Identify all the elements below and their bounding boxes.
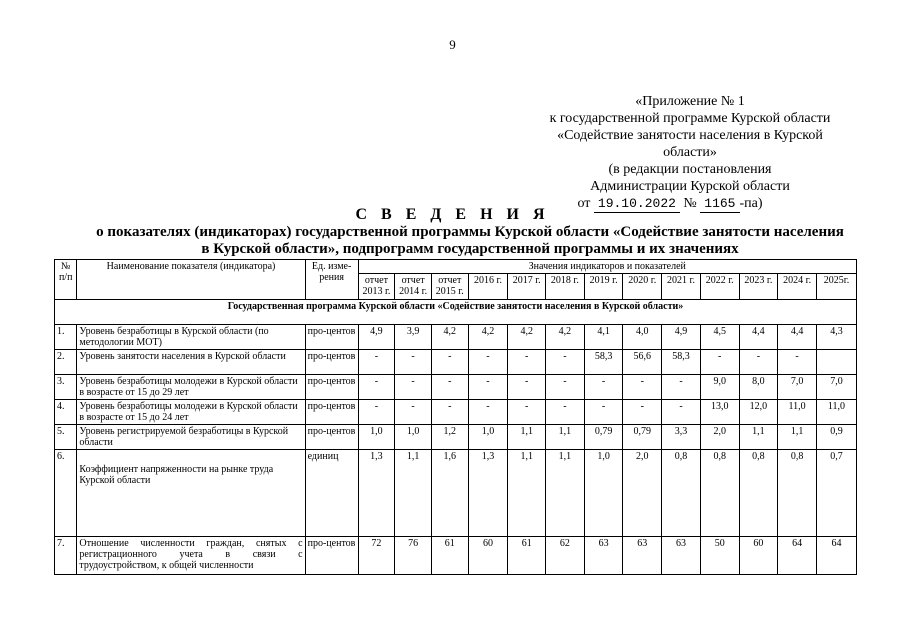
appendix-line: Администрации Курской области (590, 179, 790, 194)
row-value: 0,9 (816, 425, 856, 450)
subtitle-line: о показателях (индикаторах) государственной программы Курской области «Содействие занятости населения (96, 224, 844, 240)
row-value: 1,2 (431, 425, 468, 450)
row-name: Уровень регистрируемой безработицы в Курской области (77, 425, 305, 450)
row-value: 4,2 (508, 325, 546, 350)
row-value: 4,9 (358, 325, 395, 350)
row-value: - (468, 350, 508, 375)
row-value: 1,1 (508, 425, 546, 450)
row-name: Уровень безработицы молодежи в Курской области в возрасте от 15 до 29 лет (77, 375, 305, 400)
appendix-line: «Содействие занятости населения в Курской (557, 128, 823, 143)
header-year: 2025г. (816, 274, 856, 300)
row-value: 7,0 (778, 375, 817, 400)
row-value: - (358, 400, 395, 425)
row-value: 0,8 (662, 450, 701, 537)
row-unit: про-центов (305, 537, 358, 575)
decree-number: 1165 (700, 195, 739, 213)
row-value: - (662, 375, 701, 400)
header-unit: Ед. изме-рения (305, 260, 358, 300)
row-value: 0,79 (623, 425, 662, 450)
decree-suffix: -па) (739, 196, 763, 211)
decree-date: 19.10.2022 (594, 195, 680, 213)
row-name: Уровень занятости населения в Курской области (77, 350, 305, 375)
row-value: - (431, 375, 468, 400)
table-row (55, 400, 857, 425)
number-sign: № (683, 196, 697, 211)
date-prefix: от (577, 196, 591, 211)
row-value: 4,0 (623, 325, 662, 350)
row-unit: про-центов (305, 425, 358, 450)
row-value: 7,0 (816, 375, 856, 400)
row-value: 9,0 (700, 375, 739, 400)
row-value: 1,3 (468, 450, 508, 537)
header-year: 2022 г. (700, 274, 739, 300)
row-num: 1. (55, 325, 77, 350)
row-value: - (778, 350, 817, 375)
header-name: Наименование показателя (индикатора) (77, 260, 305, 300)
row-value: 63 (584, 537, 623, 575)
row-num: 4. (55, 400, 77, 425)
row-value: - (546, 375, 585, 400)
row-value: - (546, 350, 585, 375)
row-value: 4,2 (546, 325, 585, 350)
row-value: - (584, 375, 623, 400)
appendix-line: (в редакции постановления (608, 162, 772, 177)
row-value: 63 (662, 537, 701, 575)
row-value: 72 (358, 537, 395, 575)
section-row (55, 300, 857, 325)
row-unit: единиц (305, 450, 358, 537)
section-title: Государственная программа Курской области «Содействие занятости населения в Курской области» (55, 300, 857, 325)
row-value: - (358, 375, 395, 400)
row-value: 50 (700, 537, 739, 575)
row-value: 64 (778, 537, 817, 575)
row-value: 4,2 (431, 325, 468, 350)
row-value: - (546, 400, 585, 425)
header-values-title: Значения индикаторов и показателей (358, 260, 856, 274)
row-value: - (508, 400, 546, 425)
row-value: 1,1 (739, 425, 778, 450)
row-value: 1,1 (778, 425, 817, 450)
header-year: отчет 2015 г. (431, 274, 468, 300)
row-value: 60 (468, 537, 508, 575)
row-value: - (584, 400, 623, 425)
header-year: 2019 г. (584, 274, 623, 300)
row-value: 4,5 (700, 325, 739, 350)
appendix-line: «Приложение № 1 (635, 94, 745, 109)
row-value: 0,8 (778, 450, 817, 537)
row-value: 1,1 (508, 450, 546, 537)
row-value: 2,0 (700, 425, 739, 450)
row-value: 64 (816, 537, 856, 575)
header-year: отчет 2014 г. (395, 274, 432, 300)
row-value: 1,0 (468, 425, 508, 450)
header-year: 2017 г. (508, 274, 546, 300)
document-title: С В Е Д Е Н И Я (355, 206, 550, 223)
header-year: 2020 г. (623, 274, 662, 300)
row-value: - (623, 375, 662, 400)
row-value: 62 (546, 537, 585, 575)
row-name: Уровень безработицы в Курской области (по методологии МОТ) (77, 325, 305, 350)
row-value: 8,0 (739, 375, 778, 400)
row-value: - (700, 350, 739, 375)
row-value: 0,79 (584, 425, 623, 450)
row-value: - (623, 400, 662, 425)
row-value: - (468, 400, 508, 425)
row-value: 4,4 (739, 325, 778, 350)
row-value (816, 350, 856, 375)
header-year: отчет 2013 г. (358, 274, 395, 300)
row-value: - (739, 350, 778, 375)
row-value: 1,1 (546, 425, 585, 450)
row-value: 1,1 (546, 450, 585, 537)
row-value: 1,0 (395, 425, 432, 450)
header-year: 2024 г. (778, 274, 817, 300)
indicators-table (54, 259, 857, 575)
table-row (55, 350, 857, 375)
row-value: 56,6 (623, 350, 662, 375)
row-num: 5. (55, 425, 77, 450)
document-subtitle (70, 224, 870, 258)
row-value: 1,1 (395, 450, 432, 537)
row-value: 61 (431, 537, 468, 575)
row-unit: про-центов (305, 400, 358, 425)
row-value: 4,3 (816, 325, 856, 350)
row-value: 12,0 (739, 400, 778, 425)
table-row (55, 537, 857, 575)
row-value: - (468, 375, 508, 400)
row-value: 1,6 (431, 450, 468, 537)
row-value: 1,3 (358, 450, 395, 537)
row-num: 2. (55, 350, 77, 375)
row-value: 58,3 (584, 350, 623, 375)
table-row (55, 325, 857, 350)
row-value: 4,9 (662, 325, 701, 350)
row-value: 0,8 (739, 450, 778, 537)
header-num: № п/п (55, 260, 77, 300)
row-value: - (431, 350, 468, 375)
table-row (55, 375, 857, 400)
row-value: 3,3 (662, 425, 701, 450)
row-value: 3,9 (395, 325, 432, 350)
row-num: 3. (55, 375, 77, 400)
row-num: 7. (55, 537, 77, 575)
row-value: 4,1 (584, 325, 623, 350)
subtitle-line: в Курской области», подпрограмм государственной программы и их значениях (201, 241, 739, 257)
row-value: - (508, 350, 546, 375)
table-row (55, 450, 857, 537)
row-value: 0,7 (816, 450, 856, 537)
row-value: 61 (508, 537, 546, 575)
header-year: 2016 г. (468, 274, 508, 300)
appendix-line: к государственной программе Курской области (549, 111, 831, 126)
row-value: 13,0 (700, 400, 739, 425)
row-name: Коэффициент напряженности на рынке труда Курской области (77, 450, 305, 537)
row-unit: про-центов (305, 350, 358, 375)
row-value: - (395, 400, 432, 425)
row-value: - (431, 400, 468, 425)
row-name: Уровень безработицы молодежи в Курской области в возрасте от 15 до 24 лет (77, 400, 305, 425)
row-value: 60 (739, 537, 778, 575)
table-header-row (55, 260, 857, 274)
appendix-line: области» (663, 145, 717, 160)
row-value: 1,0 (584, 450, 623, 537)
row-value: - (395, 375, 432, 400)
row-value: 4,2 (468, 325, 508, 350)
row-value: 1,0 (358, 425, 395, 450)
row-value: - (662, 400, 701, 425)
row-unit: про-центов (305, 375, 358, 400)
row-value: 58,3 (662, 350, 701, 375)
row-value: - (395, 350, 432, 375)
header-year: 2021 г. (662, 274, 701, 300)
header-year: 2023 г. (739, 274, 778, 300)
row-value: - (508, 375, 546, 400)
row-value: 63 (623, 537, 662, 575)
page-number: 9 (449, 37, 456, 52)
row-value: 76 (395, 537, 432, 575)
row-value: 2,0 (623, 450, 662, 537)
row-num: 6. (55, 450, 77, 537)
row-value: 4,4 (778, 325, 817, 350)
table-row (55, 425, 857, 450)
header-year: 2018 г. (546, 274, 585, 300)
row-value: 11,0 (778, 400, 817, 425)
appendix-block (520, 93, 860, 213)
row-value: 11,0 (816, 400, 856, 425)
row-value: 0,8 (700, 450, 739, 537)
row-value: - (358, 350, 395, 375)
row-unit: про-центов (305, 325, 358, 350)
row-name: Отношение численности граждан, снятых с регистрационного учета в связи с трудоустройством, к общей численности (77, 537, 305, 575)
